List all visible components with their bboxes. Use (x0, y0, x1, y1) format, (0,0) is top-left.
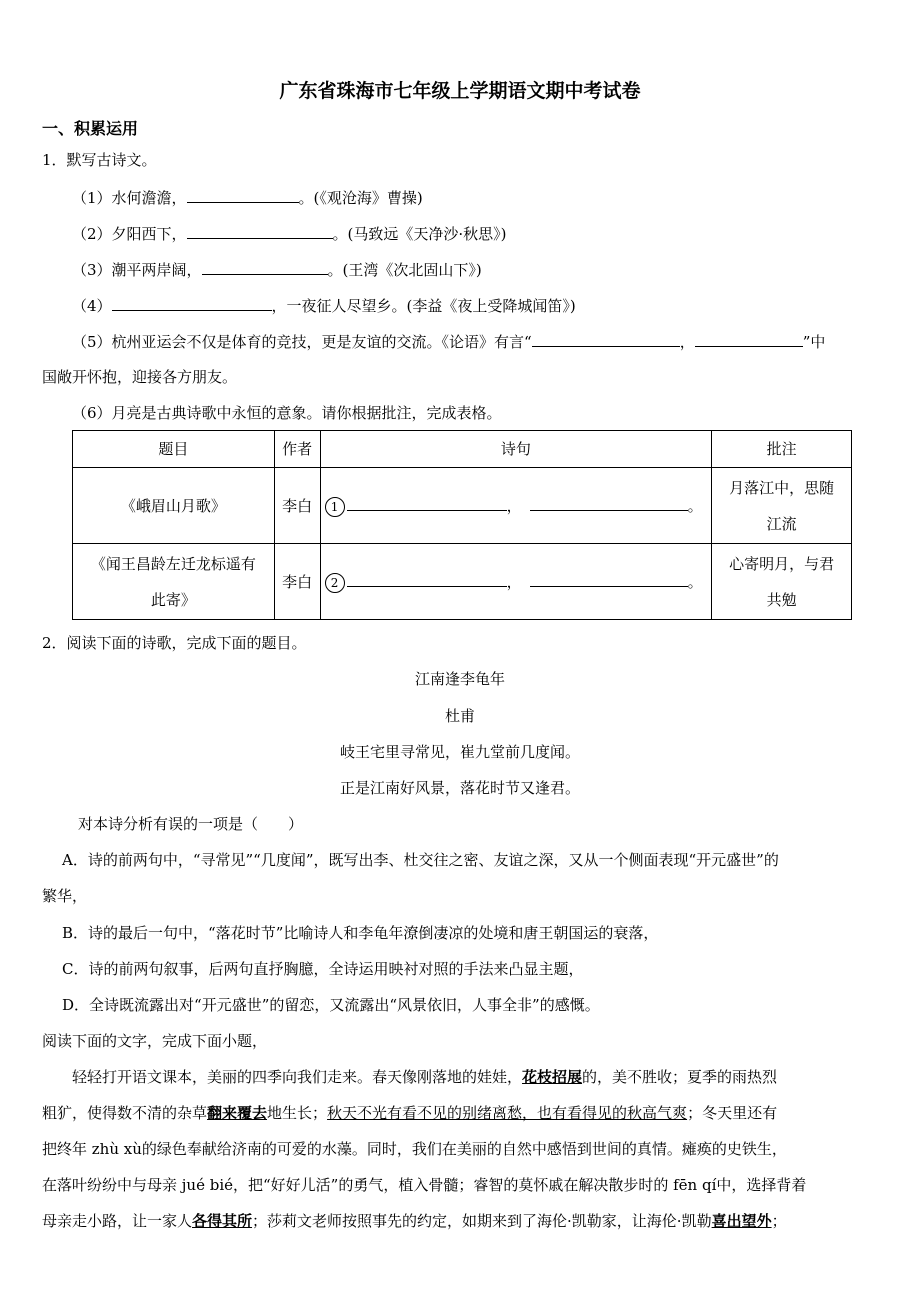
circled-number: 1 (325, 497, 345, 517)
answer-blank[interactable] (530, 570, 688, 587)
poem-line: 正是江南好风景，落花时节又逢君。 (339, 779, 580, 797)
option-a[interactable]: A．诗的前两句中，“寻常见”“几度闻”，既写出李、杜交往之密、友谊之深，又从一个侧面表现“开元盛世”的 (62, 851, 779, 869)
passage-line: 在落叶纷纷中与母亲 jué bié，把“好好儿活”的勇气，植入骨髓；睿智的莫怀戚在解决散步时的 fēn qí中，选择背着 (42, 1176, 807, 1194)
table-row (73, 468, 852, 544)
passage-line: 粗犷，使得数不清的杂草翻来覆去地生长；秋天不光有看不见的别绪离愁，也有看得见的秋高气爽；冬天里还有 (42, 1104, 778, 1122)
q1-item-3: （3）潮平两岸阔， 。(王湾《次北固山下》) (72, 258, 482, 281)
poem-author: 杜甫 (444, 707, 475, 725)
passage-line: 轻轻打开语文课本，美丽的四季向我们走来。春天像刚落地的娃娃，花枝招展的，美不胜收；夏季的雨热烈 (72, 1068, 778, 1086)
section-heading: 一、积累运用 (42, 119, 139, 138)
answer-blank[interactable] (187, 186, 299, 203)
q1-item-6: （6）月亮是古典诗歌中永恒的意象。请你根据批注，完成表格。 (72, 404, 502, 422)
poem-table (72, 430, 852, 620)
underlined-phrase: 喜出望外 (711, 1212, 772, 1230)
question-ask: 对本诗分析有误的一项是（ ） (78, 815, 304, 833)
answer-blank[interactable] (530, 494, 688, 511)
question-2-stem: 2．阅读下面的诗歌，完成下面的题目。 (42, 634, 307, 652)
verse-cell: 2 ， 。 (320, 544, 712, 620)
q1-item-5-cont: 国敞开怀抱，迎接各方朋友。 (42, 368, 238, 386)
table-header: 题目 (73, 431, 275, 468)
question-1-stem: 1．默写古诗文。 (42, 151, 157, 169)
underlined-sentence: 秋天不光有看不见的别绪离愁，也有看得见的秋高气爽 (327, 1104, 688, 1122)
author-cell: 李白 (274, 468, 320, 544)
passage-line: 把终年 zhù xù的绿色奉献给济南的可爱的水藻。同时，我们在美丽的自然中感悟到世间的真情。瘫痪的史铁生， (42, 1140, 787, 1158)
note-cell: 心寄明月，与君 共勉 (712, 544, 852, 620)
verse-cell: 1 ， 。 (320, 468, 712, 544)
answer-blank[interactable] (202, 258, 328, 275)
answer-blank[interactable] (347, 570, 507, 587)
table-header: 批注 (712, 431, 852, 468)
underlined-phrase: 花枝招展 (522, 1068, 583, 1086)
author-cell: 李白 (274, 544, 320, 620)
passage-intro: 阅读下面的文字，完成下面小题， (42, 1032, 268, 1050)
q1-item-2: （2）夕阳西下， 。(马致远《天净沙·秋思》) (72, 222, 507, 245)
q1-item-4: （4） ，一夜征人尽望乡。(李益《夜上受降城闻笛》) (72, 294, 576, 317)
answer-blank[interactable] (695, 330, 803, 347)
underlined-phrase: 各得其所 (192, 1212, 253, 1230)
option-b[interactable]: B．诗的最后一句中，“落花时节”比喻诗人和李龟年潦倒凄凉的处境和唐王朝国运的衰落， (62, 924, 659, 942)
table-header-row (73, 431, 852, 468)
table-header: 诗句 (320, 431, 712, 468)
table-header: 作者 (274, 431, 320, 468)
answer-blank[interactable] (112, 294, 272, 311)
answer-blank[interactable] (532, 330, 680, 347)
table-row (73, 544, 852, 620)
passage-line: 母亲走小路，让一家人各得其所；莎莉文老师按照事先的约定，如期来到了海伦·凯勒家，让海伦·凯勒喜出望外； (42, 1212, 787, 1230)
underlined-phrase: 翻来覆去 (207, 1104, 268, 1122)
poem-title-cell: 《峨眉山月歌》 (73, 468, 275, 544)
page-title: 广东省珠海市七年级上学期语文期中考试卷 (279, 80, 641, 102)
answer-blank[interactable] (187, 222, 333, 239)
note-cell: 月落江中，思随 江流 (712, 468, 852, 544)
poem-line: 岐王宅里寻常见，崔九堂前几度闻。 (339, 743, 580, 761)
option-c[interactable]: C．诗的前两句叙事，后两句直抒胸臆，全诗运用映衬对照的手法来凸显主题， (62, 960, 584, 978)
option-d[interactable]: D．全诗既流露出对“开元盛世”的留恋，又流露出“风景依旧，人事全非”的感慨。 (62, 996, 600, 1014)
poem-title: 江南逢李龟年 (414, 670, 505, 688)
q1-item-5: （5）杭州亚运会不仅是体育的竞技，更是友谊的交流。《论语》有言“ ， ”中 (72, 330, 825, 353)
option-a-cont: 繁华， (42, 887, 88, 905)
answer-blank[interactable] (347, 494, 507, 511)
circled-number: 2 (325, 573, 345, 593)
q1-item-1: （1）水何澹澹， 。(《观沧海》曹操) (72, 186, 423, 209)
poem-title-cell: 《闻王昌龄左迁龙标遥有 此寄》 (73, 544, 275, 620)
